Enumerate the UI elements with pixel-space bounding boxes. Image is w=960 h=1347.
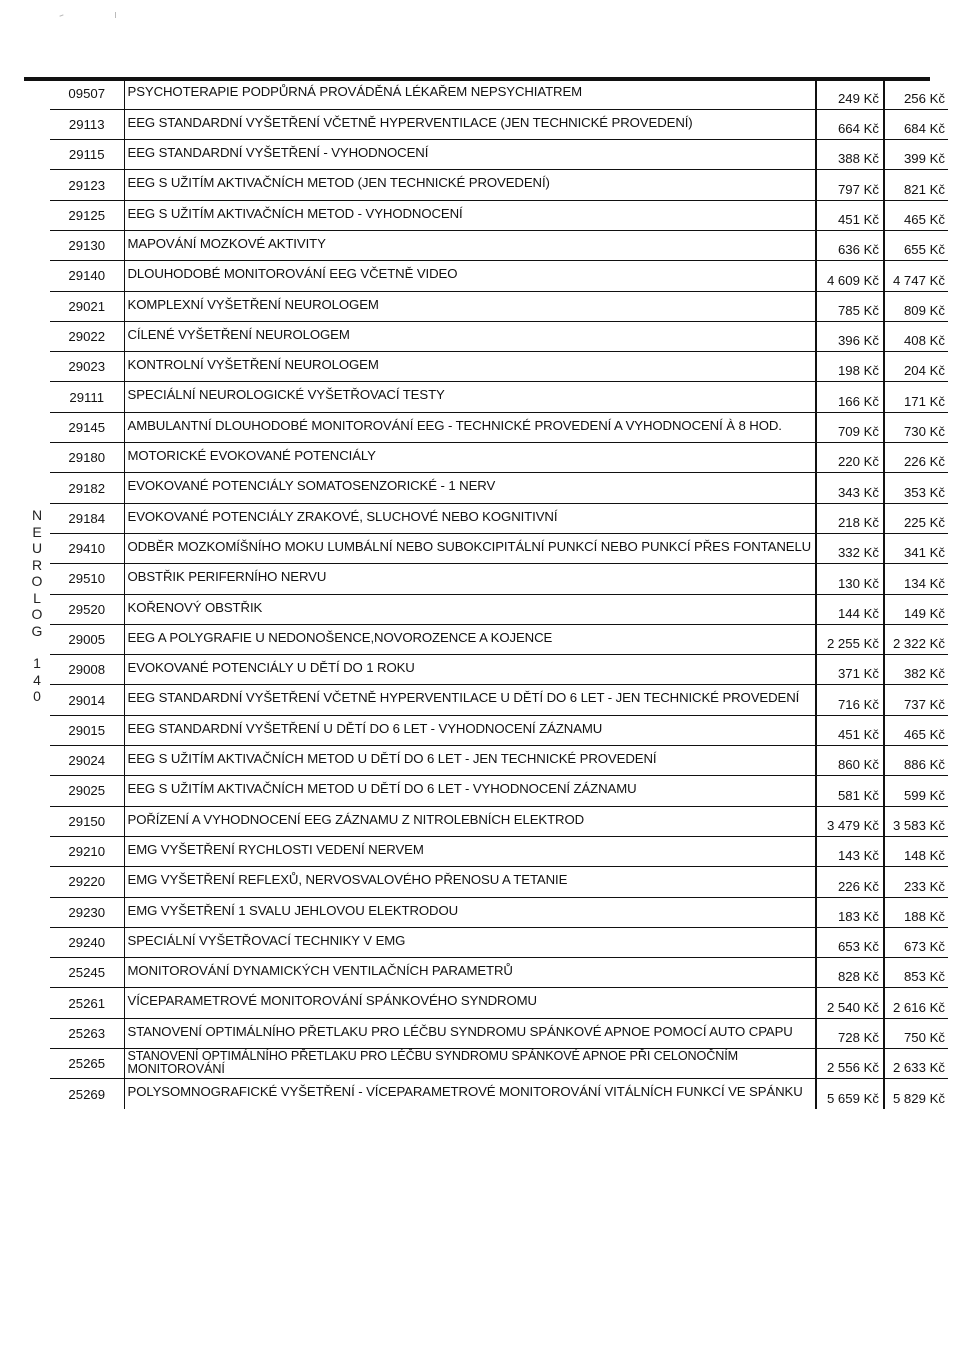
price-current: 3 479 Kč bbox=[816, 806, 884, 836]
price-new: 684 Kč bbox=[884, 109, 948, 139]
price-new: 750 Kč bbox=[884, 1018, 948, 1048]
price-current: 2 255 Kč bbox=[816, 624, 884, 654]
table-row bbox=[50, 291, 948, 321]
procedure-name: AMBULANTNÍ DLOUHODOBÉ MONITOROVÁNÍ EEG - TECHNICKÉ PROVEDENÍ A VYHODNOCENÍ À 8 HOD. bbox=[124, 412, 816, 442]
procedure-name: CÍLENÉ VYŠETŘENÍ NEUROLOGEM bbox=[124, 321, 816, 351]
procedure-name: KOMPLEXNÍ VYŠETŘENÍ NEUROLOGEM bbox=[124, 291, 816, 321]
table-row bbox=[50, 685, 948, 715]
table-row bbox=[50, 321, 948, 351]
table-row bbox=[50, 594, 948, 624]
table-row bbox=[50, 958, 948, 988]
price-current: 198 Kč bbox=[816, 352, 884, 382]
procedure-code: 29111 bbox=[50, 382, 124, 412]
table-row bbox=[50, 715, 948, 745]
category-letter: U bbox=[31, 540, 43, 556]
table-row bbox=[50, 927, 948, 957]
procedure-code: 29115 bbox=[50, 140, 124, 170]
price-new: 225 Kč bbox=[884, 503, 948, 533]
procedure-name: MAPOVÁNÍ MOZKOVÉ AKTIVITY bbox=[124, 230, 816, 260]
procedure-code: 25269 bbox=[50, 1079, 124, 1109]
procedure-name: SPECIÁLNÍ VYŠETŘOVACÍ TECHNIKY V EMG bbox=[124, 927, 816, 957]
category-letter: L bbox=[33, 589, 41, 606]
procedure-name: EEG S UŽITÍM AKTIVAČNÍCH METOD (JEN TECHNICKÉ PROVEDENÍ) bbox=[124, 170, 816, 200]
table-row bbox=[50, 109, 948, 139]
price-current: 451 Kč bbox=[816, 715, 884, 745]
price-new: 5 829 Kč bbox=[892, 1091, 945, 1107]
category-number-digit: 4 bbox=[33, 671, 41, 688]
table-row bbox=[50, 473, 948, 503]
procedure-code: 29025 bbox=[50, 776, 124, 806]
procedure-code: 29210 bbox=[50, 836, 124, 866]
price-new: 2 616 Kč bbox=[884, 988, 948, 1018]
procedure-name: PSYCHOTERAPIE PODPŮRNÁ PROVÁDĚNÁ LÉKAŘEM NEPSYCHIATREM bbox=[124, 79, 816, 109]
procedure-name: DLOUHODOBÉ MONITOROVÁNÍ EEG VČETNĚ VIDEO bbox=[124, 261, 816, 291]
category-number-digit: 0 bbox=[33, 688, 41, 704]
price-current: 653 Kč bbox=[816, 927, 884, 957]
price-current: 716 Kč bbox=[816, 685, 884, 715]
price-new: 2 322 Kč bbox=[884, 624, 948, 654]
procedure-name: EEG STANDARDNÍ VYŠETŘENÍ VČETNĚ HYPERVENTILACE (JEN TECHNICKÉ PROVEDENÍ) bbox=[124, 109, 816, 139]
price-current: 249 Kč bbox=[816, 79, 884, 109]
procedure-name: POŘÍZENÍ A VYHODNOCENÍ EEG ZÁZNAMU Z NITROLEBNÍCH ELEKTROD bbox=[124, 806, 816, 836]
price-new: 599 Kč bbox=[884, 776, 948, 806]
procedure-code: 29008 bbox=[50, 655, 124, 685]
price-new: 809 Kč bbox=[884, 291, 948, 321]
price-current: 2 556 Kč bbox=[816, 1049, 884, 1079]
price-current: 860 Kč bbox=[816, 746, 884, 776]
category-letter: R bbox=[31, 556, 43, 573]
procedure-code: 29180 bbox=[50, 443, 124, 473]
table-row bbox=[50, 170, 948, 200]
table-row bbox=[50, 230, 948, 260]
price-current: 226 Kč bbox=[816, 867, 884, 897]
procedure-code: 29140 bbox=[50, 261, 124, 291]
table-row bbox=[50, 564, 948, 594]
procedure-name: SPECIÁLNÍ NEUROLOGICKÉ VYŠETŘOVACÍ TESTY bbox=[124, 382, 816, 412]
procedure-code: 29184 bbox=[50, 503, 124, 533]
table-row bbox=[50, 1018, 948, 1048]
procedure-name: EEG STANDARDNÍ VYŠETŘENÍ U DĚTÍ DO 6 LET - VYHODNOCENÍ ZÁZNAMU bbox=[124, 715, 816, 745]
procedure-name: EEG STANDARDNÍ VYŠETŘENÍ - VYHODNOCENÍ bbox=[124, 140, 816, 170]
scan-speck bbox=[115, 12, 118, 18]
price-current: 220 Kč bbox=[816, 443, 884, 473]
table-row bbox=[50, 806, 948, 836]
procedure-code: 29021 bbox=[50, 291, 124, 321]
procedure-name: POLYSOMNOGRAFICKÉ VYŠETŘENÍ - VÍCEPARAMETROVÉ MONITOROVÁNÍ VITÁLNÍCH FUNKCÍ VE SPÁNKU bbox=[124, 1079, 816, 1109]
price-current: 797 Kč bbox=[816, 170, 884, 200]
price-current: 451 Kč bbox=[816, 200, 884, 230]
procedure-code: 29220 bbox=[50, 867, 124, 897]
category-letter: E bbox=[32, 523, 42, 540]
price-new: 4 747 Kč bbox=[884, 261, 948, 291]
procedure-code: 29015 bbox=[50, 715, 124, 745]
category-label bbox=[26, 507, 48, 705]
price-current: 636 Kč bbox=[816, 230, 884, 260]
table-row bbox=[50, 746, 948, 776]
table-row bbox=[50, 443, 948, 473]
table-row bbox=[50, 412, 948, 442]
procedure-name: OBSTŘIK PERIFERNÍHO NERVU bbox=[124, 564, 816, 594]
price-new: 134 Kč bbox=[884, 564, 948, 594]
price-current: 143 Kč bbox=[816, 836, 884, 866]
table-row bbox=[50, 988, 948, 1018]
price-current: 343 Kč bbox=[816, 473, 884, 503]
price-current: 4 609 Kč bbox=[816, 261, 884, 291]
price-new: 737 Kč bbox=[884, 685, 948, 715]
procedure-code: 09507 bbox=[50, 79, 124, 109]
price-new: 204 Kč bbox=[884, 352, 948, 382]
price-current: 581 Kč bbox=[816, 776, 884, 806]
table-row bbox=[50, 836, 948, 866]
price-current: 828 Kč bbox=[816, 958, 884, 988]
procedure-code: 29230 bbox=[50, 897, 124, 927]
procedure-name: EEG A POLYGRAFIE U NEDONOŠENCE,NOVOROZENCE A KOJENCE bbox=[124, 624, 816, 654]
price-current: 709 Kč bbox=[816, 412, 884, 442]
price-new: 465 Kč bbox=[884, 200, 948, 230]
procedure-code: 29022 bbox=[50, 321, 124, 351]
procedure-code: 29510 bbox=[50, 564, 124, 594]
category-letter: O bbox=[31, 573, 43, 589]
table-row bbox=[50, 1049, 948, 1079]
procedure-code: 29182 bbox=[50, 473, 124, 503]
procedure-name: EEG STANDARDNÍ VYŠETŘENÍ VČETNĚ HYPERVENTILACE U DĚTÍ DO 6 LET - JEN TECHNICKÉ PROVEDENÍ bbox=[124, 685, 816, 715]
procedure-name: EVOKOVANÉ POTENCIÁLY SOMATOSENZORICKÉ - 1 NERV bbox=[124, 473, 816, 503]
price-new: 821 Kč bbox=[884, 170, 948, 200]
table-row bbox=[50, 867, 948, 897]
table-row bbox=[50, 200, 948, 230]
category-letter: O bbox=[31, 606, 43, 622]
price-new: 188 Kč bbox=[884, 897, 948, 927]
procedure-code: 25261 bbox=[50, 988, 124, 1018]
procedure-code: 29130 bbox=[50, 230, 124, 260]
price-new: 2 633 Kč bbox=[884, 1049, 948, 1079]
procedure-code: 29014 bbox=[50, 685, 124, 715]
price-current: 371 Kč bbox=[816, 655, 884, 685]
price-current: 218 Kč bbox=[816, 503, 884, 533]
price-new: 382 Kč bbox=[884, 655, 948, 685]
table-row bbox=[50, 624, 948, 654]
price-current: 130 Kč bbox=[816, 564, 884, 594]
price-current: 5 659 Kč bbox=[816, 1079, 884, 1109]
price-current: 332 Kč bbox=[816, 533, 884, 563]
procedure-name: EMG VYŠETŘENÍ REFLEXŮ, NERVOSVALOVÉHO PŘENOSU A TETANIE bbox=[124, 867, 816, 897]
scan-speck bbox=[59, 14, 64, 19]
procedure-name: MOTORICKÉ EVOKOVANÉ POTENCIÁLY bbox=[124, 443, 816, 473]
procedure-code: 25245 bbox=[50, 958, 124, 988]
procedure-code: 29520 bbox=[50, 594, 124, 624]
procedure-code: 29023 bbox=[50, 352, 124, 382]
procedure-code: 29024 bbox=[50, 746, 124, 776]
price-new: 171 Kč bbox=[884, 382, 948, 412]
procedure-code: 29005 bbox=[50, 624, 124, 654]
procedure-name: EEG S UŽITÍM AKTIVAČNÍCH METOD - VYHODNOCENÍ bbox=[124, 200, 816, 230]
price-new: 853 Kč bbox=[884, 958, 948, 988]
table-row bbox=[50, 382, 948, 412]
table-row bbox=[50, 533, 948, 563]
table-row bbox=[50, 897, 948, 927]
price-current: 2 540 Kč bbox=[816, 988, 884, 1018]
price-new: 465 Kč bbox=[884, 715, 948, 745]
price-new: 353 Kč bbox=[884, 473, 948, 503]
category-label-gap bbox=[26, 639, 48, 655]
procedure-name: EVOKOVANÉ POTENCIÁLY ZRAKOVÉ, SLUCHOVÉ NEBO KOGNITIVNÍ bbox=[124, 503, 816, 533]
price-current: 785 Kč bbox=[816, 291, 884, 321]
price-table-sheet bbox=[24, 77, 945, 1107]
procedure-name: EEG S UŽITÍM AKTIVAČNÍCH METOD U DĚTÍ DO 6 LET - JEN TECHNICKÉ PROVEDENÍ bbox=[124, 746, 816, 776]
price-new: 256 Kč bbox=[884, 79, 948, 109]
table-row bbox=[50, 261, 948, 291]
procedure-name: EMG VYŠETŘENÍ 1 SVALU JEHLOVOU ELEKTRODOU bbox=[124, 897, 816, 927]
price-current: 388 Kč bbox=[816, 140, 884, 170]
price-current: 728 Kč bbox=[816, 1018, 884, 1048]
table-row bbox=[50, 776, 948, 806]
table-row bbox=[50, 655, 948, 685]
procedure-code: 29240 bbox=[50, 927, 124, 957]
procedure-code: 29410 bbox=[50, 533, 124, 563]
price-new: 730 Kč bbox=[884, 412, 948, 442]
category-number-digit: 1 bbox=[33, 655, 41, 671]
procedure-name: EMG VYŠETŘENÍ RYCHLOSTI VEDENÍ NERVEM bbox=[124, 836, 816, 866]
procedure-code: 25265 bbox=[50, 1049, 124, 1079]
procedure-name: VÍCEPARAMETROVÉ MONITOROVÁNÍ SPÁNKOVÉHO SYNDROMU bbox=[124, 988, 816, 1018]
price-new: 673 Kč bbox=[884, 927, 948, 957]
procedure-name: KOŘENOVÝ OBSTŘIK bbox=[124, 594, 816, 624]
procedure-code: 29150 bbox=[50, 806, 124, 836]
price-new: 886 Kč bbox=[884, 746, 948, 776]
price-new: 226 Kč bbox=[884, 443, 948, 473]
procedure-name: STANOVENÍ OPTIMÁLNÍHO PŘETLAKU PRO LÉČBU SYNDROMU SPÁNKOVÉ APNOE POMOCÍ AUTO CPAPU bbox=[124, 1018, 816, 1048]
procedure-code: 25263 bbox=[50, 1018, 124, 1048]
procedure-name: KONTROLNÍ VYŠETŘENÍ NEUROLOGEM bbox=[124, 352, 816, 382]
procedure-price-table bbox=[50, 79, 948, 1109]
price-new: 3 583 Kč bbox=[884, 806, 948, 836]
procedure-code: 29145 bbox=[50, 412, 124, 442]
price-new: 148 Kč bbox=[884, 836, 948, 866]
price-current: 664 Kč bbox=[816, 109, 884, 139]
table-row bbox=[50, 352, 948, 382]
price-new: 341 Kč bbox=[884, 533, 948, 563]
procedure-code: 29123 bbox=[50, 170, 124, 200]
procedure-code: 29125 bbox=[50, 200, 124, 230]
procedure-name: STANOVENÍ OPTIMÁLNÍHO PŘETLAKU PRO LÉČBU SYNDROMU SPÁNKOVÉ APNOE PŘI CELONOČNÍM MONITOROVÁNÍ bbox=[124, 1049, 816, 1079]
table-row bbox=[50, 140, 948, 170]
procedure-name: ODBĚR MOZKOMÍŠNÍHO MOKU LUMBÁLNÍ NEBO SUBOKCIPITÁLNÍ PUNKCÍ NEBO PUNKCÍ PŘES FONTANELU bbox=[124, 533, 816, 563]
price-current: 166 Kč bbox=[816, 382, 884, 412]
procedure-code: 29113 bbox=[50, 109, 124, 139]
price-new: 408 Kč bbox=[884, 321, 948, 351]
table-row bbox=[50, 79, 948, 109]
category-letter: G bbox=[31, 622, 43, 639]
price-new: 233 Kč bbox=[884, 867, 948, 897]
price-new: 399 Kč bbox=[884, 140, 948, 170]
price-current: 144 Kč bbox=[816, 594, 884, 624]
procedure-name: EEG S UŽITÍM AKTIVAČNÍCH METOD U DĚTÍ DO 6 LET - VYHODNOCENÍ ZÁZNAMU bbox=[124, 776, 816, 806]
procedure-name: EVOKOVANÉ POTENCIÁLY U DĚTÍ DO 1 ROKU bbox=[124, 655, 816, 685]
category-letter: N bbox=[31, 507, 43, 523]
procedure-name: MONITOROVÁNÍ DYNAMICKÝCH VENTILAČNÍCH PARAMETRŮ bbox=[124, 958, 816, 988]
table-row bbox=[50, 1079, 948, 1109]
price-new: 655 Kč bbox=[884, 230, 948, 260]
price-new: 149 Kč bbox=[884, 594, 948, 624]
table-row bbox=[50, 503, 948, 533]
price-current: 183 Kč bbox=[816, 897, 884, 927]
price-current: 396 Kč bbox=[816, 321, 884, 351]
